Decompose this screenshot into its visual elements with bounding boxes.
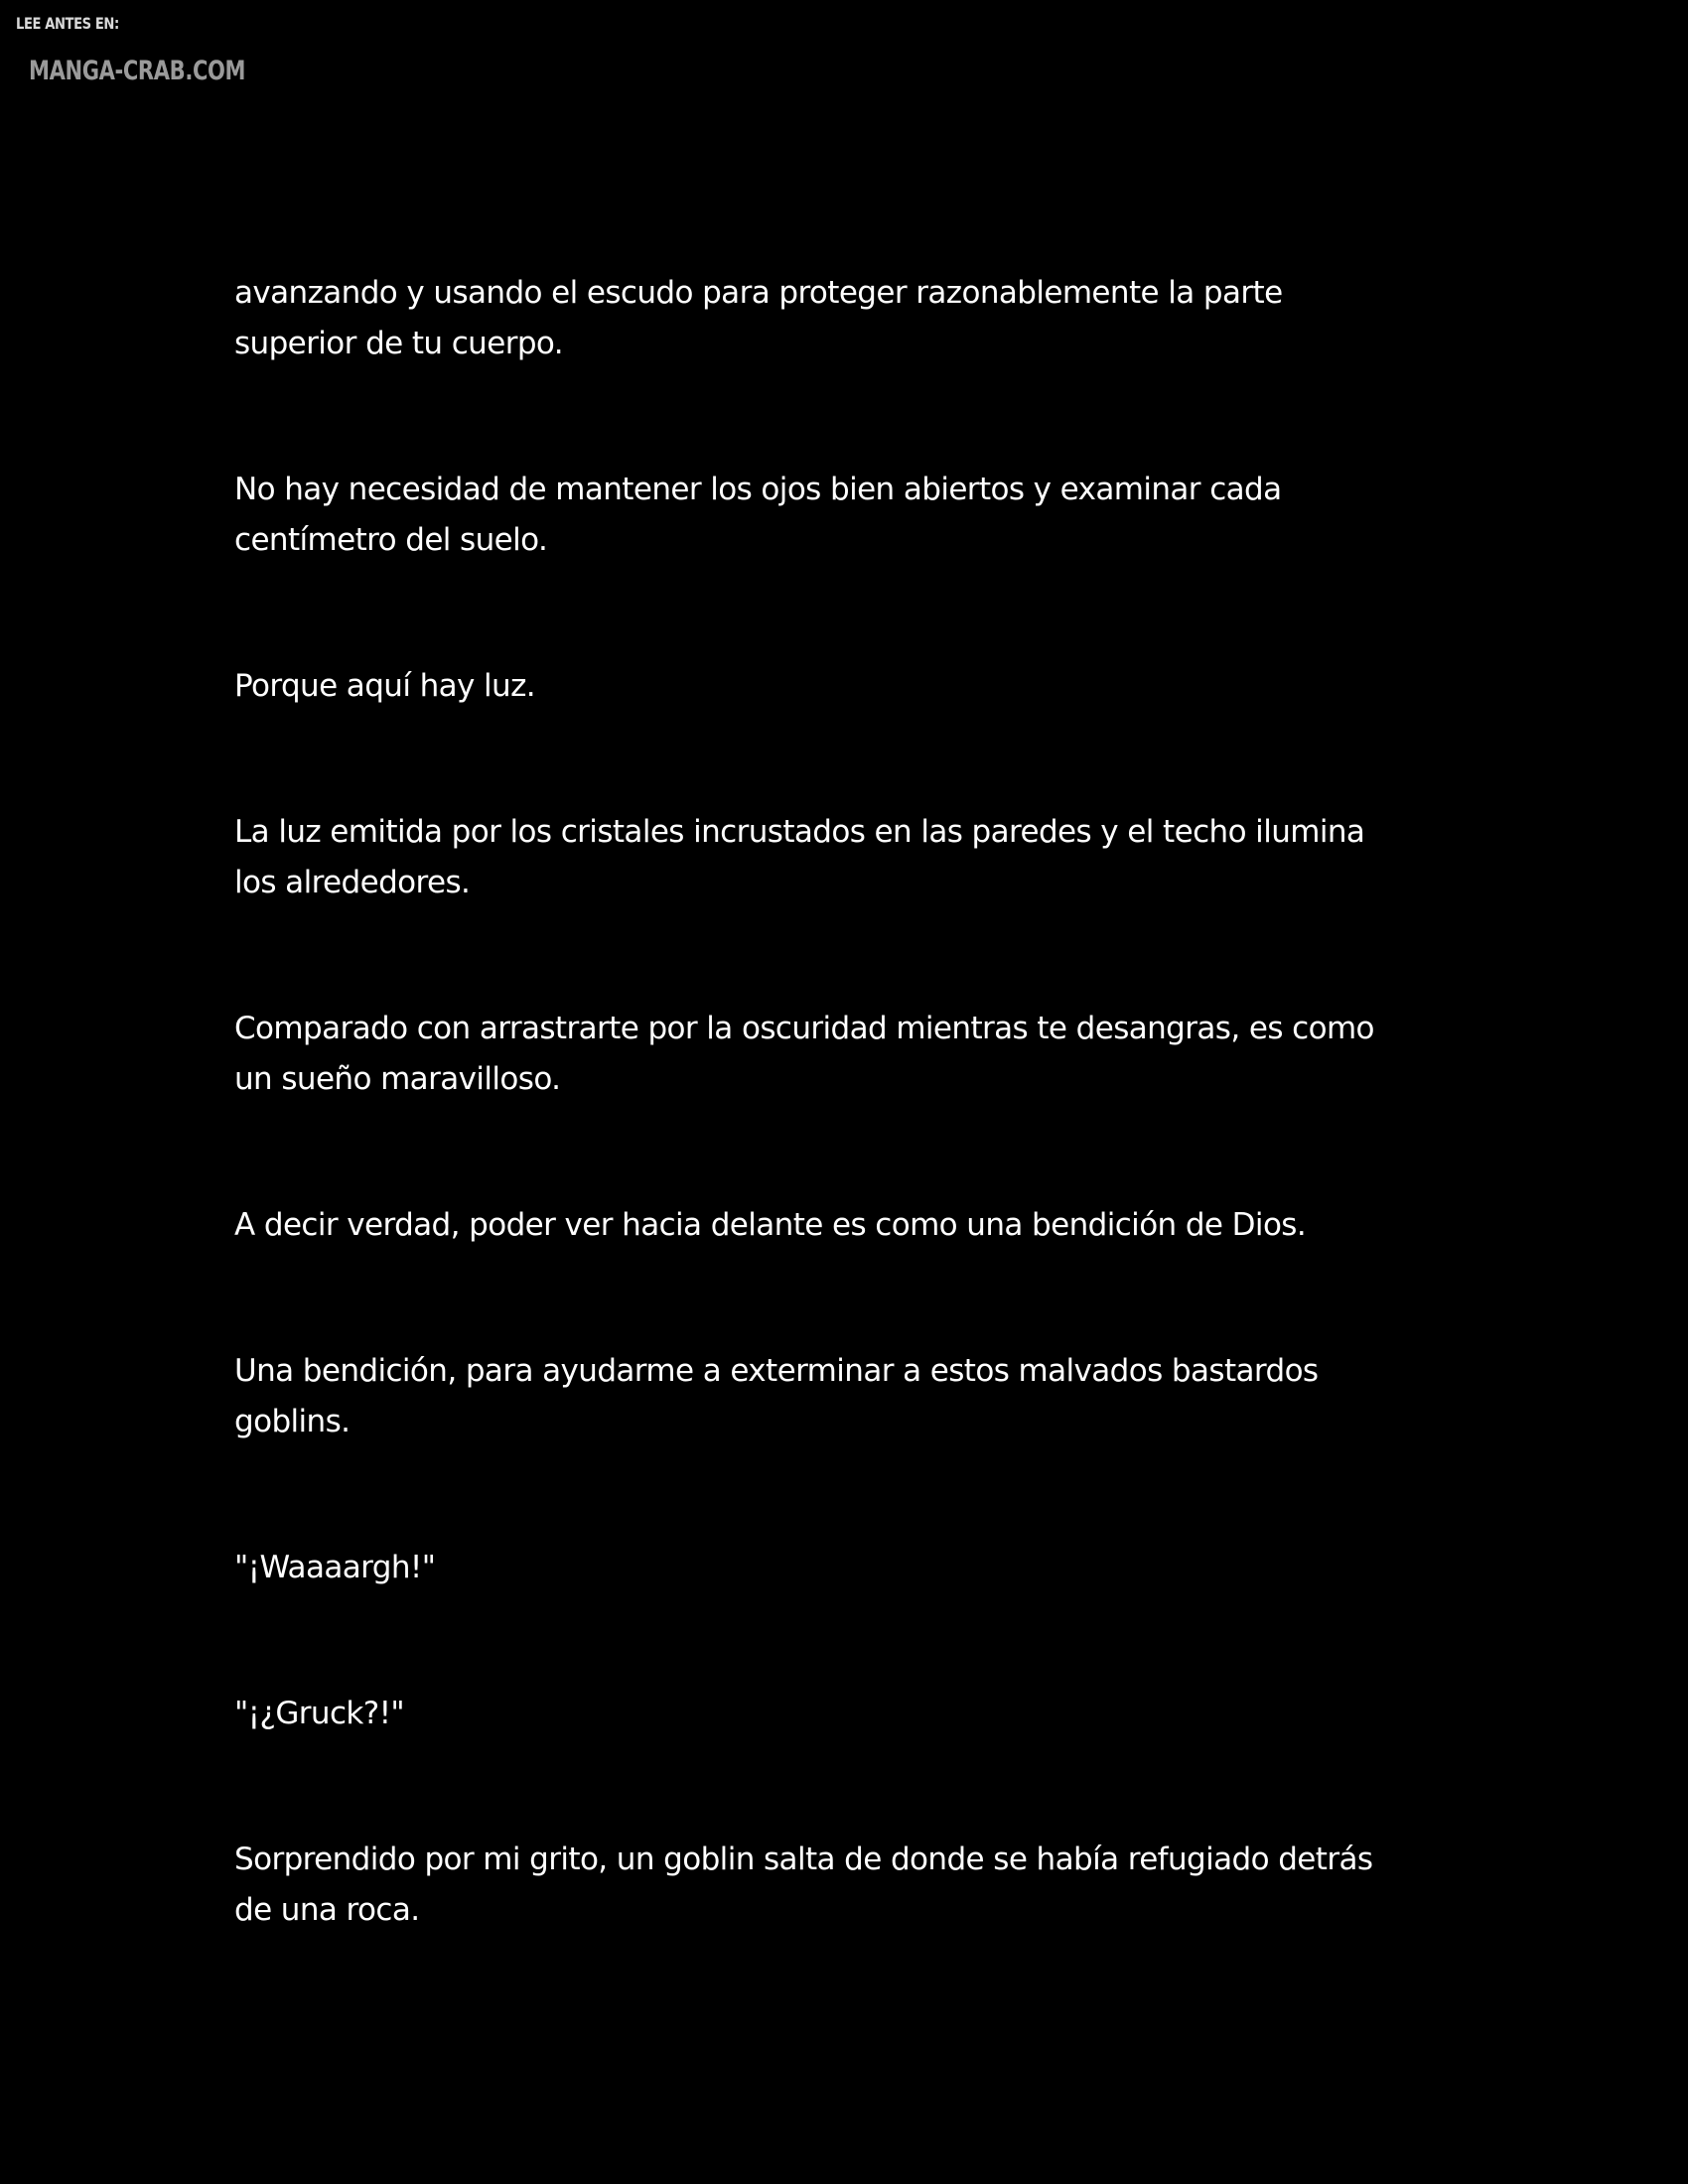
watermark-site-name: MANGA-CRAB.COM	[29, 56, 246, 86]
paragraph-10: Sorprendido por mi grito, un goblin salta de donde se había refugiado detrás de una roca.	[234, 1842, 1373, 1928]
paragraph-8: "¡Waaaargh!"	[234, 1550, 436, 1585]
paragraph-4: La luz emitida por los cristales incrustados en las paredes y el techo ilumina los alrededores.	[234, 814, 1365, 900]
paragraph-5: Comparado con arrastrarte por la oscuridad mientras te desangras, es como un sueño maravilloso.	[234, 1011, 1374, 1097]
paragraph-2: No hay necesidad de mantener los ojos bien abiertos y examinar cada centímetro del suelo.	[234, 472, 1282, 558]
paragraph-9: "¡¿Gruck?!"	[234, 1696, 405, 1731]
paragraph-3: Porque aquí hay luz.	[234, 668, 536, 704]
watermark	[0, 0, 397, 109]
paragraph-1: avanzando y usando el escudo para proteger razonablemente la parte superior de tu cuerpo.	[234, 275, 1283, 361]
paragraph-6: A decir verdad, poder ver hacia delante es como una bendición de Dios.	[234, 1207, 1307, 1243]
watermark-read-first-label: LEE ANTES EN:	[16, 14, 119, 33]
paragraph-7: Una bendición, para ayudarme a exterminar a estos malvados bastardos goblins.	[234, 1353, 1319, 1439]
text-body	[234, 268, 1476, 2031]
